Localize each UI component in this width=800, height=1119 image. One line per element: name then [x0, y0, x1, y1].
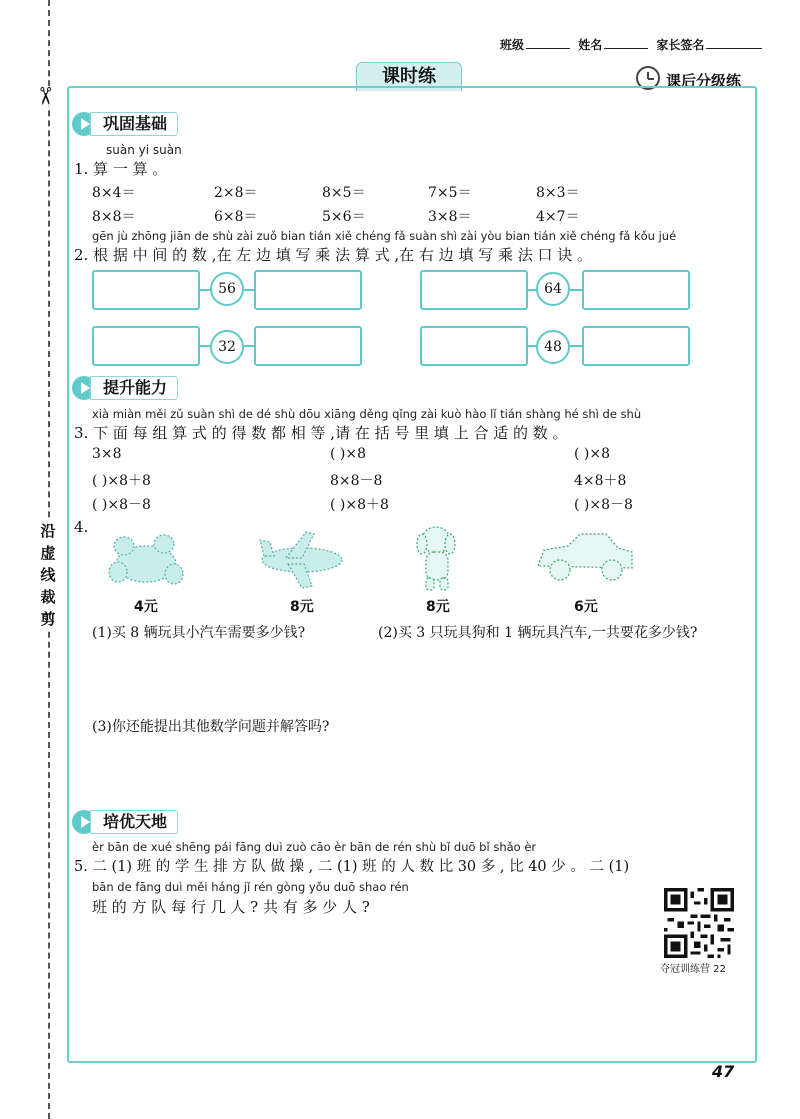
scissors-icon: ✂ — [31, 85, 60, 107]
answer-box-right[interactable] — [582, 326, 690, 366]
student-info-line — [500, 36, 766, 53]
q1-item: 8×3＝ — [536, 185, 580, 201]
answer-box-left[interactable] — [92, 326, 200, 366]
price-label: 8元 — [290, 599, 314, 615]
center-number: 64 — [536, 272, 570, 306]
series-label: 课后分级练 — [666, 72, 742, 90]
section-title: 巩固基础 — [90, 112, 178, 136]
answer-box-left[interactable] — [420, 270, 528, 310]
q3-pinyin: xià miàn měi zǔ suàn shì de dé shù dōu xiāng děng qǐng zài kuò hào lǐ tián shàng hé shì de shù — [92, 407, 642, 421]
q5-line-1: 5. 二 (1) 班 的 学 生 排 方 队 做 操 , 二 (1) 班 的 人 数 比 30 多 , 比 40 少 。 二 (1) — [74, 859, 630, 875]
q2-pinyin: gēn jù zhōng jiān de shù zài zuǒ bian tián xiě chéng fǎ suàn shì zài yòu bian tián xiě chéng fǎ kǒu jué — [92, 229, 677, 243]
page-title: 课时练 — [356, 62, 462, 91]
cut-char: 沿 — [40, 522, 56, 540]
answer-box-left[interactable] — [420, 326, 528, 366]
answer-box-right[interactable] — [582, 270, 690, 310]
q3-item[interactable]: ( )×8－8 — [92, 497, 151, 513]
price-label: 4元 — [134, 599, 158, 615]
section-title: 培优天地 — [90, 810, 178, 834]
q4-sub2: (2)买 3 只玩具狗和 1 辆玩具汽车,一共要花多少钱? — [378, 625, 698, 641]
q3-item[interactable]: ( )×8 — [574, 446, 611, 462]
q1-item: 2×8＝ — [214, 185, 258, 201]
toy-plane-icon — [256, 528, 348, 590]
toy-bear-icon — [104, 528, 190, 592]
q3-item[interactable]: ( )×8－8 — [574, 497, 633, 513]
parent-signature-label: 家长签名 — [656, 38, 705, 52]
q1-item: 8×5＝ — [322, 185, 366, 201]
class-label: 班级 — [500, 38, 525, 52]
price-label: 6元 — [574, 599, 598, 615]
q1-item: 8×8＝ — [92, 209, 136, 225]
q4-sub3: (3)你还能提出其他数学问题并解答吗? — [92, 719, 330, 735]
q5-pinyin-2: bān de fāng duì měi háng jǐ rén gòng yǒu duō shao rén — [92, 880, 409, 894]
qr-caption: 夺冠训练营 22 — [660, 964, 726, 975]
q1-item: 4×7＝ — [536, 209, 580, 225]
q1-item: 7×5＝ — [428, 185, 472, 201]
answer-box-right[interactable] — [254, 270, 362, 310]
center-number: 56 — [210, 272, 244, 306]
toy-dog-icon — [410, 524, 466, 592]
qr-code[interactable] — [664, 888, 734, 958]
center-number: 32 — [210, 330, 244, 364]
name-blank[interactable] — [604, 48, 648, 49]
answer-box-right[interactable] — [254, 326, 362, 366]
q3-item[interactable]: ( )×8＋8 — [330, 497, 389, 513]
section-title: 提升能力 — [90, 376, 178, 400]
connector — [570, 345, 582, 347]
q4-sub1: (1)买 8 辆玩具小汽车需要多少钱? — [92, 625, 306, 641]
toy-car-icon — [534, 528, 636, 586]
q3-item: 3×8 — [92, 446, 122, 462]
answer-box-left[interactable] — [92, 270, 200, 310]
name-label: 姓名 — [578, 38, 603, 52]
center-number: 48 — [536, 330, 570, 364]
cut-char: 剪 — [40, 610, 56, 628]
q1-item: 6×8＝ — [214, 209, 258, 225]
q1-prompt: 1. 算 一 算 。 — [74, 160, 168, 178]
q2-prompt: 2. 根 据 中 间 的 数 ,在 左 边 填 写 乘 法 算 式 ,在 右 边 填 写 乘 法 口 诀 。 — [74, 246, 593, 264]
q1-item: 3×8＝ — [428, 209, 472, 225]
price-label: 8元 — [426, 599, 450, 615]
cut-instruction — [36, 520, 60, 630]
cut-char: 线 — [40, 566, 56, 584]
cut-char: 虚 — [40, 544, 56, 562]
cut-char: 裁 — [40, 588, 56, 606]
q3-item[interactable]: ( )×8＋8 — [92, 473, 151, 489]
q3-item: 8×8－8 — [330, 473, 383, 489]
q1-item: 5×6＝ — [322, 209, 366, 225]
connector — [570, 289, 582, 291]
q1-pinyin: suàn yi suàn — [106, 143, 182, 157]
parent-signature-blank[interactable] — [706, 48, 762, 49]
q5-pinyin-1: èr bān de xué shēng pái fāng duì zuò cāo èr bān de rén shù bǐ duō bǐ shǎo èr — [92, 840, 537, 854]
q1-item: 8×4＝ — [92, 185, 136, 201]
q3-item: 4×8＋8 — [574, 473, 627, 489]
q4-number: 4. — [74, 518, 89, 536]
q3-item[interactable]: ( )×8 — [330, 446, 367, 462]
page-number: 47 — [712, 1062, 735, 1081]
q3-prompt: 3. 下 面 每 组 算 式 的 得 数 都 相 等 ,请 在 括 号 里 填 上 合 适 的 数 。 — [74, 424, 568, 442]
q5-line-2: 班 的 方 队 每 行 几 人 ? 共 有 多 少 人 ? — [92, 898, 370, 916]
class-blank[interactable] — [526, 48, 570, 49]
